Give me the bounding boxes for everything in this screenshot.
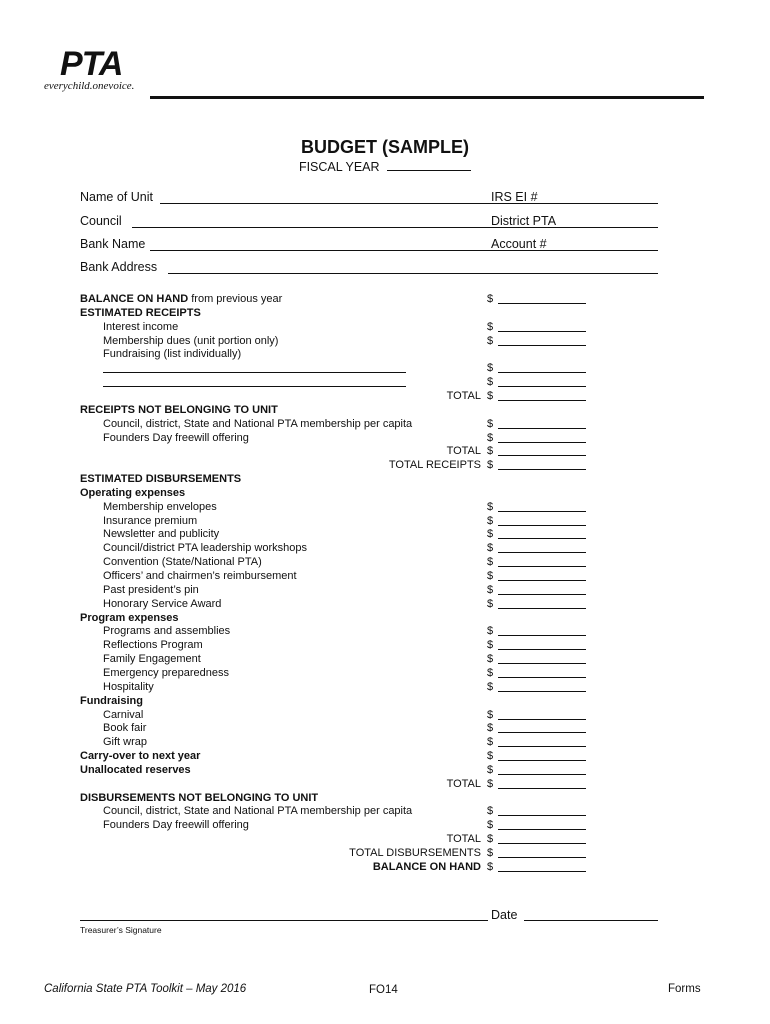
budget-line xyxy=(0,541,770,555)
budget-line xyxy=(0,791,770,805)
dollar-sign: $ xyxy=(487,860,494,873)
budget-line-label: Convention (State/National PTA) xyxy=(103,556,262,569)
amount-field[interactable] xyxy=(498,649,586,650)
dollar-sign: $ xyxy=(487,362,494,375)
amount-field[interactable] xyxy=(498,538,586,539)
budget-line-label: Unallocated reserves xyxy=(80,763,191,776)
budget-line xyxy=(0,486,770,500)
budget-line xyxy=(0,860,770,874)
amount-field[interactable] xyxy=(498,815,586,816)
dollar-sign: $ xyxy=(487,708,494,721)
budget-line-label: Council, district, State and National PTA membership per capita xyxy=(103,417,413,430)
amount-field[interactable] xyxy=(498,691,586,692)
amount-field[interactable] xyxy=(498,331,586,332)
amount-field[interactable] xyxy=(498,635,586,636)
amount-field[interactable] xyxy=(498,774,586,775)
budget-line xyxy=(0,458,770,472)
dollar-sign: $ xyxy=(487,556,494,569)
amount-field[interactable] xyxy=(498,386,586,387)
budget-line xyxy=(0,306,770,320)
budget-line xyxy=(0,832,770,846)
budget-line-label: Family Engagement xyxy=(103,653,201,666)
fundraising-item-field[interactable] xyxy=(103,372,406,373)
budget-line xyxy=(0,555,770,569)
budget-line-label: Program expenses xyxy=(80,611,179,624)
amount-field[interactable] xyxy=(498,428,586,429)
dollar-sign: $ xyxy=(487,597,494,610)
budget-line-label: Membership envelopes xyxy=(103,500,217,513)
bank-address-field[interactable] xyxy=(168,273,658,274)
amount-field[interactable] xyxy=(498,469,586,470)
council-label: Council xyxy=(80,214,122,228)
budget-line-label: Council, district, State and National PTA membership per capita xyxy=(103,805,413,818)
budget-line xyxy=(0,818,770,832)
dollar-sign: $ xyxy=(487,445,494,458)
amount-field[interactable] xyxy=(498,594,586,595)
account-label: Account # xyxy=(491,237,547,251)
dollar-sign: $ xyxy=(487,528,494,541)
budget-line-label: Insurance premium xyxy=(103,514,198,527)
amount-field[interactable] xyxy=(498,746,586,747)
budget-line-label: Gift wrap xyxy=(103,736,148,749)
budget-line xyxy=(0,735,770,749)
amount-field[interactable] xyxy=(498,455,586,456)
amount-field[interactable] xyxy=(498,303,586,304)
budget-line xyxy=(0,611,770,625)
amount-field[interactable] xyxy=(498,566,586,567)
dollar-sign: $ xyxy=(487,570,494,582)
budget-line xyxy=(0,320,770,334)
budget-line xyxy=(0,721,770,735)
account-field[interactable] xyxy=(552,250,658,251)
amount-field[interactable] xyxy=(498,525,586,526)
amount-field[interactable] xyxy=(498,552,586,553)
pta-logo xyxy=(44,44,164,96)
budget-line-label-bold: BALANCE ON HAND xyxy=(80,293,189,305)
budget-line-label: Hospitality xyxy=(103,680,154,693)
fiscal-year-blank[interactable] xyxy=(387,160,471,171)
dollar-sign: $ xyxy=(487,431,494,444)
amount-field[interactable] xyxy=(498,829,586,830)
dollar-sign: $ xyxy=(487,376,494,389)
budget-line xyxy=(0,569,770,583)
field-row-bank-name xyxy=(80,237,660,255)
budget-line-label: DISBURSEMENTS NOT BELONGING TO UNIT xyxy=(80,791,319,804)
date-field[interactable] xyxy=(524,920,658,921)
budget-line-label: Officers’ and chairmen’s reimbursement xyxy=(103,570,297,582)
field-row-council xyxy=(80,214,660,232)
treasurer-signature-field[interactable] xyxy=(80,920,488,921)
budget-line-label: Book fair xyxy=(103,722,147,735)
footer-form-number: FO14 xyxy=(369,984,398,996)
budget-line xyxy=(0,777,770,791)
budget-line xyxy=(0,361,770,375)
dollar-sign: $ xyxy=(487,639,494,652)
budget-line-label: Reflections Program xyxy=(103,639,203,652)
budget-line-label: Operating expenses xyxy=(80,486,186,499)
budget-line-label: Carnival xyxy=(103,708,144,721)
budget-line xyxy=(0,375,770,389)
bank-name-label: Bank Name xyxy=(80,237,146,251)
amount-field[interactable] xyxy=(498,400,586,401)
dollar-sign: $ xyxy=(487,320,494,333)
fiscal-year xyxy=(0,160,770,174)
dollar-sign: $ xyxy=(487,847,494,859)
budget-line xyxy=(0,403,770,417)
budget-line xyxy=(0,514,770,528)
dollar-sign: $ xyxy=(487,500,494,513)
budget-line xyxy=(0,472,770,486)
budget-line-label: TOTAL xyxy=(446,777,481,790)
budget-line-label: Founders Day freewill offering xyxy=(103,819,249,832)
budget-line-label: TOTAL xyxy=(446,445,481,458)
budget-line xyxy=(0,624,770,638)
dollar-sign: $ xyxy=(487,666,494,679)
budget-line xyxy=(0,583,770,597)
dollar-sign: $ xyxy=(487,334,494,347)
dollar-sign: $ xyxy=(487,417,494,430)
amount-field[interactable] xyxy=(498,719,586,720)
dollar-sign: $ xyxy=(487,805,494,818)
amount-field[interactable] xyxy=(498,663,586,664)
amount-field[interactable] xyxy=(498,580,586,581)
fiscal-year-label: FISCAL YEAR xyxy=(298,160,380,174)
pta-logo-tagline: everychild.onevoice. xyxy=(44,80,135,92)
budget-line-label-rest: from previous year xyxy=(188,293,283,305)
budget-line xyxy=(0,527,770,541)
budget-line xyxy=(0,334,770,348)
budget-line-label: Newsletter and publicity xyxy=(103,528,220,541)
budget-line-label: BALANCE ON HAND xyxy=(372,860,481,873)
dollar-sign: $ xyxy=(487,736,494,749)
footer-forms: Forms xyxy=(668,983,701,995)
district-pta-label: District PTA xyxy=(491,214,557,228)
dollar-sign: $ xyxy=(487,459,494,472)
amount-field[interactable] xyxy=(498,760,586,761)
irs-ei-label: IRS EI # xyxy=(491,190,538,204)
budget-line-label: Carry-over to next year xyxy=(80,750,201,763)
treasurer-signature-label: Treasurer’s Signature xyxy=(80,925,162,935)
dollar-sign: $ xyxy=(487,777,494,790)
budget-line xyxy=(0,292,770,306)
dollar-sign: $ xyxy=(487,722,494,735)
amount-field[interactable] xyxy=(498,511,586,512)
amount-field[interactable] xyxy=(498,857,586,858)
dollar-sign: $ xyxy=(487,625,494,638)
dollar-sign: $ xyxy=(487,819,494,832)
amount-field[interactable] xyxy=(498,843,586,844)
budget-line xyxy=(0,749,770,763)
budget-line-label: Council/district PTA leadership workshops xyxy=(103,542,307,555)
amount-field[interactable] xyxy=(498,608,586,609)
budget-line-label: Fundraising xyxy=(80,694,143,707)
dollar-sign: $ xyxy=(487,653,494,666)
budget-line xyxy=(0,652,770,666)
dollar-sign: $ xyxy=(487,514,494,527)
budget-line xyxy=(0,417,770,431)
budget-line-label: Membership dues (unit portion only) xyxy=(103,334,279,347)
amount-field[interactable] xyxy=(498,871,586,872)
page-title: BUDGET (SAMPLE) xyxy=(301,137,469,157)
dollar-sign: $ xyxy=(487,833,494,846)
budget-line xyxy=(0,347,770,361)
budget-line-label: Fundraising (list individually) xyxy=(103,348,242,361)
budget-line-label: TOTAL DISBURSEMENTS xyxy=(349,847,481,859)
bank-address-label: Bank Address xyxy=(80,260,158,274)
irs-ei-field[interactable] xyxy=(546,203,658,204)
name-of-unit-label: Name of Unit xyxy=(80,190,153,204)
budget-line xyxy=(0,680,770,694)
budget-line-label: Honorary Service Award xyxy=(103,597,222,610)
header-rule xyxy=(150,96,704,99)
dollar-sign: $ xyxy=(487,750,494,763)
budget-line-label: Emergency preparedness xyxy=(103,666,229,679)
fundraising-item-field[interactable] xyxy=(103,386,406,387)
budget-line xyxy=(0,846,770,860)
budget-line xyxy=(0,666,770,680)
budget-line xyxy=(0,444,770,458)
budget-line xyxy=(0,638,770,652)
budget-line xyxy=(0,763,770,777)
budget-line-label: Past president’s pin xyxy=(103,583,199,596)
amount-field[interactable] xyxy=(498,345,586,346)
field-row-name-of-unit xyxy=(80,190,660,208)
dollar-sign: $ xyxy=(487,389,494,402)
budget-line xyxy=(0,500,770,514)
dollar-sign: $ xyxy=(487,583,494,596)
dollar-sign: $ xyxy=(487,293,494,305)
amount-field[interactable] xyxy=(498,442,586,443)
budget-line xyxy=(0,708,770,722)
amount-field[interactable] xyxy=(498,372,586,373)
budget-line-label: TOTAL RECEIPTS xyxy=(388,459,481,472)
budget-line xyxy=(0,597,770,611)
budget-line-label: TOTAL xyxy=(446,833,481,846)
budget-line xyxy=(0,389,770,403)
budget-line xyxy=(0,431,770,445)
budget-line-label: TOTAL xyxy=(446,389,481,402)
budget-line xyxy=(0,804,770,818)
budget-line-label xyxy=(80,292,282,306)
dollar-sign: $ xyxy=(487,542,494,555)
budget-line-label: Programs and assemblies xyxy=(103,625,231,638)
amount-field[interactable] xyxy=(498,732,586,733)
budget-line xyxy=(0,694,770,708)
district-pta-field[interactable] xyxy=(566,227,658,228)
field-row-bank-address xyxy=(80,260,660,278)
budget-line-label: Founders Day freewill offering xyxy=(103,431,249,444)
budget-line-label: ESTIMATED RECEIPTS xyxy=(80,306,201,319)
budget-line-label: RECEIPTS NOT BELONGING TO UNIT xyxy=(80,403,278,416)
pta-logo-mark: PTA xyxy=(60,45,123,83)
footer-toolkit: California State PTA Toolkit – May 2016 xyxy=(44,983,247,995)
dollar-sign: $ xyxy=(487,763,494,776)
date-label: Date xyxy=(491,908,518,922)
amount-field[interactable] xyxy=(498,677,586,678)
amount-field[interactable] xyxy=(498,788,586,789)
budget-line-label: Interest income xyxy=(103,320,179,333)
dollar-sign: $ xyxy=(487,680,494,693)
budget-line-label: ESTIMATED DISBURSEMENTS xyxy=(80,473,242,486)
